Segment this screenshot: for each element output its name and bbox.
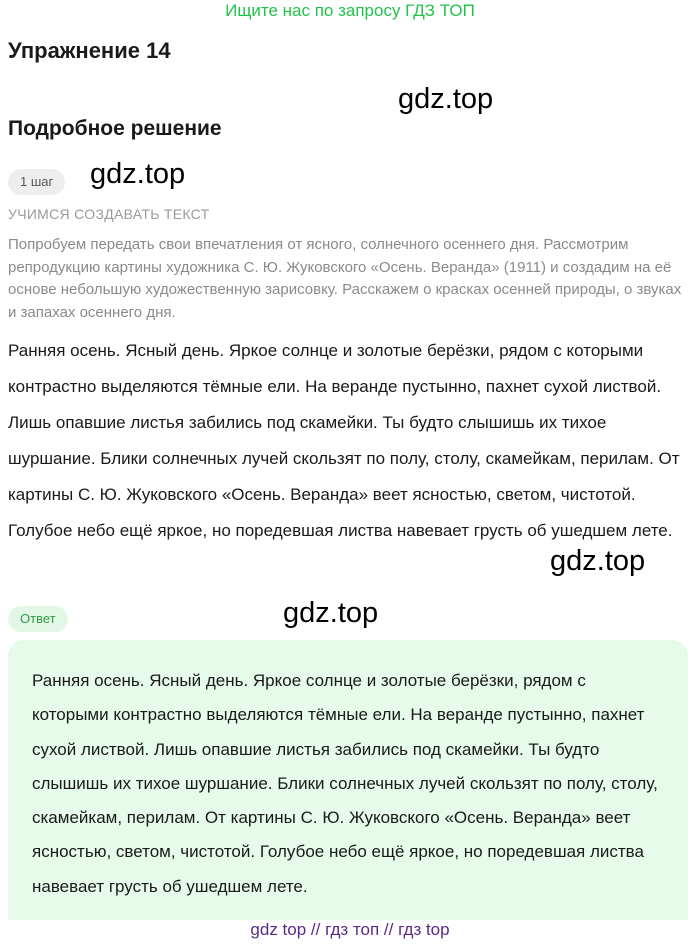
watermark: gdz.top [90,158,186,190]
step-badge: 1 шаг [8,169,65,195]
intro-text: Попробуем передать свои впечатления от ясного, солнечного осеннего дня. Рассмотрим репродукцию картины художника С. Ю. Жуковского «Осень. Веранда» (1911) и создадим на её основе небольшую художественную зарисовку. Расскажем о красках осенней природы, о звуках и запахах осеннего дня. [8,236,682,321]
solution-heading: Подробное решение [8,117,222,140]
page-title: Упражнение 14 [8,38,171,63]
solution-text: Ранняя осень. Ясный день. Яркое солнце и золотые берёзки, рядом с которыми контрастно выделяются тёмные ели. На веранде пустынно, пахнет сухой листвой. Лишь опавшие листья забились под скамейки. Ты будто слышишь их тихое шуршание. Блики солнечных лучей скользят по полу, столу, скамейкам, перилам. От картины С. Ю. Жуковского «Осень. Веранда» веет ясностью, светом, чистотой. Голубое небо ещё яркое, но поредевшая листва навевает грусть об ушедшем лете. [8,341,680,540]
watermark: gdz.top [550,545,646,577]
watermark: gdz.top [283,597,379,629]
section-heading: УЧИМСЯ СОЗДАВАТЬ ТЕКСТ [8,206,210,222]
watermark: gdz.top [398,83,494,115]
answer-box [8,640,688,920]
top-banner[interactable]: Ищите нас по запросу ГДЗ ТОП [225,1,475,20]
answer-text: Ранняя осень. Ясный день. Яркое солнце и золотые берёзки, рядом с которыми контрастно выделяются тёмные ели. На веранде пустынно, пахнет сухой листвой. Лишь опавшие листья забились под скамейки. Ты будто слышишь их тихое шуршание. Блики солнечных лучей скользят по полу, столу, скамейкам, перилам. От картины С. Ю. Жуковского «Осень. Веранда» веет ясностью, светом, чистотой. Голубое небо ещё яркое, но поредевшая листва навевает грусть об ушедшем лете. [32,671,658,896]
answer-badge: Ответ [8,606,68,632]
footer-links[interactable]: gdz top // гдз топ // гдз top [250,920,450,939]
